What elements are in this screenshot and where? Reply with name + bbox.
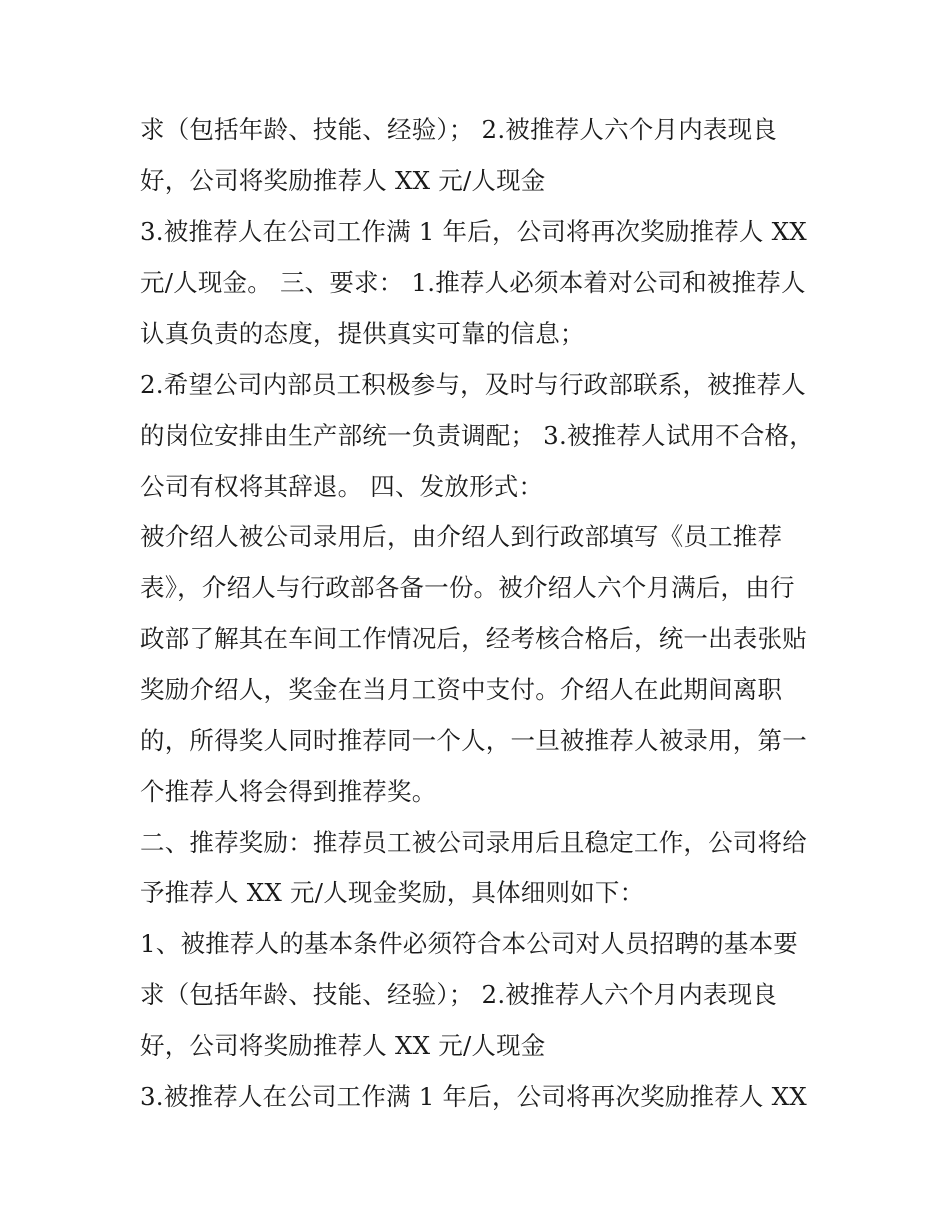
text-line: 认真负责的态度，提供真实可靠的信息； — [140, 319, 585, 348]
text-line: 元/人现金。 三、要求： 1.推荐人必须本着对公司和被推荐人 — [140, 268, 806, 297]
text-line: 予推荐人 XX 元/人现金奖励，具体细则如下： — [140, 878, 645, 907]
text-line: 的，所得奖人同时推荐同一个人，一旦被推荐人被录用，第一 — [140, 726, 807, 755]
text-line: 的岗位安排由生产部统一负责调配； 3.被推荐人试用不合格， — [140, 421, 814, 450]
text-line: 被介绍人被公司录用后，由介绍人到行政部填写《员工推荐 — [140, 522, 783, 551]
text-line: 求（包括年龄、技能、经验）； 2.被推荐人六个月内表现良 — [140, 980, 778, 1009]
text-line: 公司有权将其辞退。 四、发放形式： — [140, 472, 544, 501]
text-line: 二、推荐奖励：推荐员工被公司录用后且稳定工作，公司将给 — [140, 828, 807, 857]
text-line: 表》，介绍人与行政部各备一份。被介绍人六个月满后，由行 — [140, 573, 795, 602]
text-line: 政部了解其在车间工作情况后，经考核合格后，统一出表张贴 — [140, 624, 807, 653]
text-line: 2.希望公司内部员工积极参与，及时与行政部联系，被推荐人 — [140, 370, 806, 399]
text-line: 好，公司将奖励推荐人 XX 元/人现金 — [140, 1031, 546, 1060]
text-line: 3.被推荐人在公司工作满 1 年后，公司将再次奖励推荐人 XX — [140, 217, 807, 246]
text-line: 1、被推荐人的基本条件必须符合本公司对人员招聘的基本要 — [140, 929, 798, 958]
text-line: 3.被推荐人在公司工作满 1 年后，公司将再次奖励推荐人 XX — [140, 1082, 807, 1111]
text-line: 奖励介绍人，奖金在当月工资中支付。介绍人在此期间离职 — [140, 675, 783, 704]
text-line: 好，公司将奖励推荐人 XX 元/人现金 — [140, 166, 546, 195]
text-line: 求（包括年龄、技能、经验）； 2.被推荐人六个月内表现良 — [140, 115, 778, 144]
text-line: 个推荐人将会得到推荐奖。 — [140, 777, 437, 806]
